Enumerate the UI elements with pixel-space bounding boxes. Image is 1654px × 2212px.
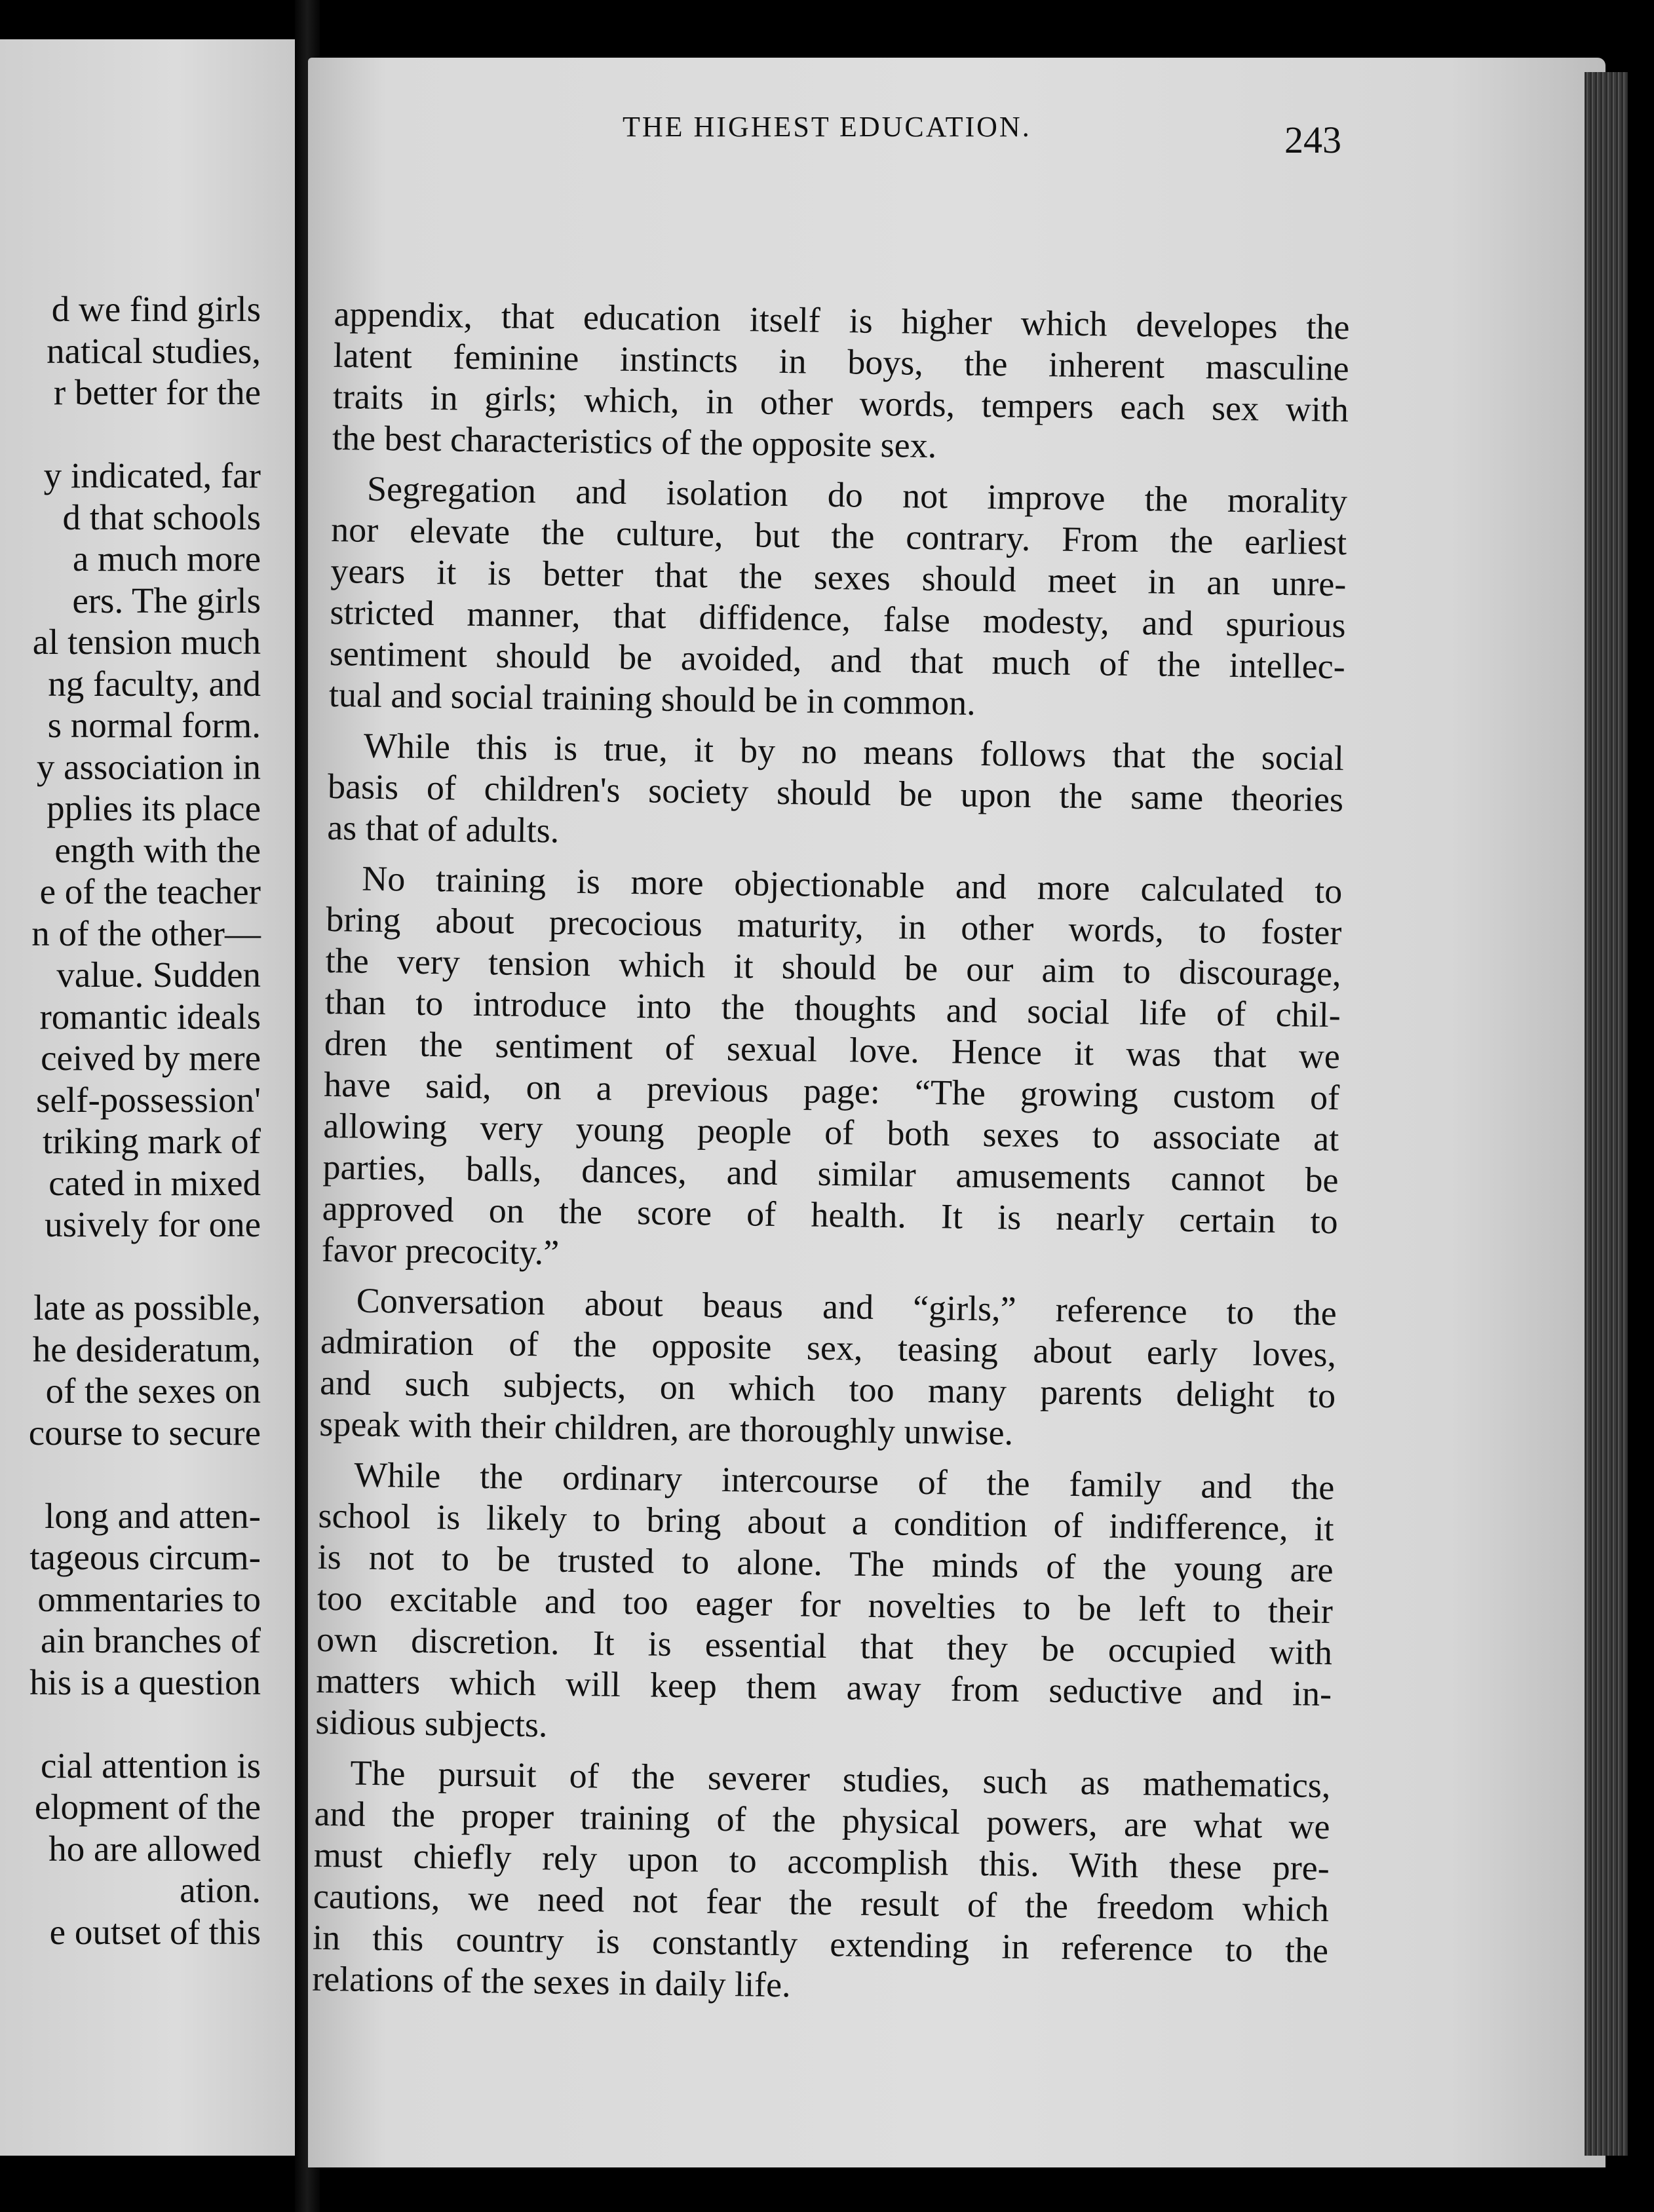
- left-page-line: cial attention is: [40, 1745, 261, 1785]
- text-line: While the ordinary intercourse of the family and the: [354, 1455, 1335, 1508]
- left-page-line: of the sexes on: [45, 1371, 261, 1411]
- left-page-line: [0, 1246, 261, 1287]
- left-page-line: [0, 1453, 261, 1495]
- left-page-line: he desideratum,: [32, 1329, 261, 1369]
- page-edges: [1585, 72, 1628, 2156]
- left-page-line: value. Sudden: [56, 955, 261, 995]
- text-line: the very tension which it should be our aim to discourage,: [325, 940, 1341, 994]
- text-line: traits in girls; which, in other words, tempers each sex with: [332, 376, 1349, 430]
- paragraph: [327, 725, 1344, 862]
- text-line: The pursuit of the severer studies, such as mathematics,: [350, 1753, 1331, 1806]
- left-page-line: ng faculty, and: [48, 663, 261, 704]
- text-line: in this country is constantly extending in reference to the: [312, 1917, 1329, 1971]
- left-page-line: course to secure: [28, 1412, 261, 1453]
- text-line: No training is more objectionable and more calculated to: [361, 858, 1343, 911]
- text-line: tual and social training should be in common.: [328, 674, 976, 723]
- left-page-line: usively for one: [45, 1204, 261, 1244]
- left-page-line: [0, 413, 261, 455]
- paragraph: [332, 294, 1350, 472]
- text-line: matters which will keep them away from seductive and in-: [315, 1660, 1332, 1714]
- text-line: latent feminine instincts in boys, the inherent masculine: [333, 335, 1350, 389]
- left-page-line: pplies its place: [47, 788, 261, 828]
- text-line: must chiefly rely upon to accomplish this. With these pre-: [313, 1835, 1330, 1888]
- text-line: speak with their children, are thoroughly unwise.: [319, 1403, 1014, 1453]
- text-line: basis of children's society should be upon the same theories: [327, 766, 1344, 820]
- left-page-line: long and atten-: [45, 1495, 261, 1536]
- text-line: Conversation about beaus and “girls,” reference to the: [356, 1280, 1337, 1333]
- left-page: [0, 39, 295, 2156]
- left-page-line: romantic ideals: [39, 996, 261, 1037]
- left-page-line: ain branches of: [41, 1620, 261, 1660]
- text-line: admiration of the opposite sex, teasing about early loves,: [320, 1321, 1337, 1375]
- text-line: dren the sentiment of sexual love. Hence it was that we: [324, 1023, 1341, 1077]
- text-line: relations of the sexes in daily life.: [311, 1958, 791, 2005]
- left-page-line: ation.: [180, 1870, 261, 1910]
- left-page-line: ommentaries to: [37, 1578, 261, 1619]
- left-page-line: al tension much: [32, 622, 261, 662]
- left-page-line: ers. The girls: [72, 580, 261, 620]
- text-line: school is likely to bring about a condition of indifference, it: [318, 1495, 1334, 1549]
- text-line: bring about precocious maturity, in other words, to foster: [326, 899, 1342, 953]
- text-line: cautions, we need not fear the result of the freedom which: [313, 1876, 1330, 1930]
- left-page-line: e of the teacher: [39, 871, 261, 911]
- text-line: While this is true, it by no means follows that the social: [363, 725, 1345, 778]
- text-line: approved on the score of health. It is nearly certain to: [322, 1188, 1338, 1242]
- text-line: favor precocity.”: [321, 1229, 560, 1272]
- text-line: as that of adults.: [326, 807, 560, 850]
- left-page-line: elopment of the: [34, 1787, 261, 1827]
- text-line: own discretion. It is essential that they be occupied with: [316, 1619, 1333, 1673]
- text-line: stricted manner, that diffidence, false modesty, and spurious: [330, 592, 1346, 645]
- left-page-line: y indicated, far: [43, 455, 261, 495]
- left-page-line: triking mark of: [43, 1121, 261, 1161]
- left-page-line: ho are allowed: [48, 1828, 261, 1869]
- text-line: than to introduce into the thoughts and social life of chil-: [324, 982, 1341, 1035]
- left-page-line: late as possible,: [33, 1287, 261, 1327]
- left-page-line: [0, 1703, 261, 1745]
- paragraph: [321, 858, 1342, 1284]
- text-line: appendix, that education itself is higher which developes the: [334, 294, 1350, 347]
- text-line: too excitable and too eager for novelties to be left to their: [317, 1578, 1334, 1631]
- paragraph: [312, 1752, 1331, 2013]
- text-line: allowing very young people of both sexes to associate at: [322, 1105, 1339, 1159]
- left-page-line: s normal form.: [47, 705, 261, 745]
- left-page-line: y association in: [36, 746, 261, 787]
- left-page-line: ceived by mere: [41, 1038, 261, 1078]
- left-page-line: r better for the: [53, 372, 261, 412]
- left-page-line: e outset of this: [49, 1911, 261, 1952]
- text-line: parties, balls, dances, and similar amusements cannot be: [322, 1147, 1339, 1200]
- left-page-line: his is a question: [29, 1662, 261, 1702]
- text-line: the best characteristics of the opposite sex.: [332, 417, 937, 466]
- paragraph: [319, 1280, 1337, 1458]
- text-line: is not to be trusted to alone. The minds of the young are: [317, 1536, 1334, 1590]
- text-line: and such subjects, on which too many parents delight to: [319, 1362, 1336, 1416]
- page-number: 243: [1284, 119, 1341, 161]
- left-page-line: cated in mixed: [48, 1162, 261, 1203]
- left-page-line: self-possession': [36, 1079, 261, 1120]
- left-page-line: a much more: [72, 539, 261, 579]
- body-text: [312, 294, 1350, 2013]
- text-line: years it is better that the sexes should meet in an unre-: [330, 550, 1347, 604]
- left-page-line: tageous circum-: [29, 1537, 261, 1577]
- paragraph: [315, 1454, 1335, 1756]
- text-line: nor elevate the culture, but the contrary. From the earliest: [330, 509, 1347, 563]
- running-head: THE HIGHEST EDUCATION.: [623, 111, 1031, 143]
- left-page-text: [0, 288, 261, 1953]
- text-line: and the proper training of the physical powers, are what we: [314, 1793, 1330, 1847]
- text-line: sidious subjects.: [315, 1702, 548, 1745]
- text-line: Segregation and isolation do not improve the morality: [366, 468, 1348, 522]
- text-line: sentiment should be avoided, and that much of the intellec-: [329, 633, 1346, 687]
- left-page-line: d we find girls: [51, 289, 261, 329]
- text-line: have said, on a previous page: “The growing custom of: [323, 1064, 1340, 1118]
- left-page-line: d that schools: [62, 497, 261, 537]
- right-page: [308, 58, 1606, 2167]
- left-page-line: ength with the: [54, 830, 261, 870]
- left-page-line: natical studies,: [47, 330, 261, 371]
- paragraph: [329, 468, 1348, 729]
- left-page-line: n of the other—: [31, 913, 261, 953]
